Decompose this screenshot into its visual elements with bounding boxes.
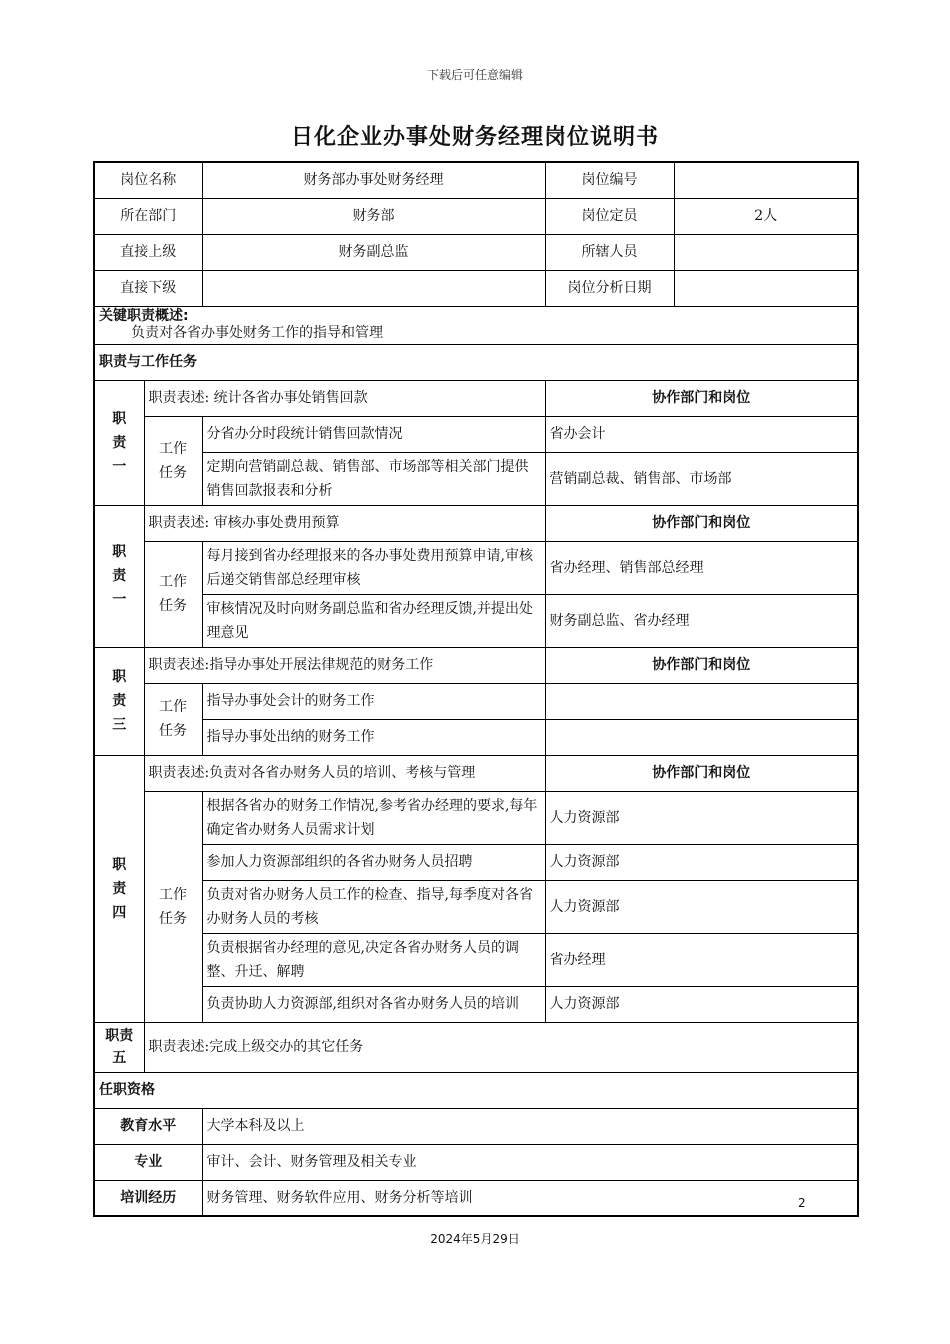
duty-1-description: 职责表述: 统计各省办事处销售回款 bbox=[144, 380, 545, 416]
summary-cell bbox=[94, 306, 858, 344]
analysis-date-value bbox=[674, 270, 858, 306]
superior-value: 财务副总监 bbox=[202, 234, 545, 270]
position-no-value bbox=[674, 162, 858, 198]
duty-1-task-2: 定期向营销副总裁、销售部、市场部等相关部门提供销售回款报表和分析 bbox=[202, 452, 545, 505]
duty-2-task-1-collab: 省办经理、销售部总经理 bbox=[545, 541, 858, 594]
duty-2-task-2-collab: 财务副总监、省办经理 bbox=[545, 594, 858, 647]
position-no-label: 岗位编号 bbox=[545, 162, 674, 198]
duty-3-task-2: 指导办事处出纳的财务工作 bbox=[202, 719, 545, 755]
headcount-value: 2人 bbox=[674, 198, 858, 234]
duty-3-task-label: 工作 任务 bbox=[144, 683, 202, 755]
summary-label: 关键职责概述: bbox=[99, 307, 189, 324]
duty-4-collab-header: 协作部门和岗位 bbox=[545, 755, 858, 791]
duty-2-task-1: 每月接到省办经理报来的各办事处费用预算申请,审核后递交销售部总经理审核 bbox=[202, 541, 545, 594]
duty-4-task-label: 工作 任务 bbox=[144, 791, 202, 1022]
duties-section-heading: 职责与工作任务 bbox=[94, 344, 858, 380]
duty-1-task-1: 分省办分时段统计销售回款情况 bbox=[202, 416, 545, 452]
duty-4-task-3: 负责对省办财务人员工作的检查、指导,每季度对各省办财务人员的考核 bbox=[202, 880, 545, 933]
duty-1-task-label: 工作 任务 bbox=[144, 416, 202, 505]
superior-label: 直接上级 bbox=[94, 234, 202, 270]
document-title: 日化企业办事处财务经理岗位说明书 bbox=[290, 125, 659, 150]
qualifications-heading: 任职资格 bbox=[94, 1072, 858, 1108]
duty-2-description: 职责表述: 审核办事处费用预算 bbox=[144, 505, 545, 541]
subordinates-count-label: 所辖人员 bbox=[545, 234, 674, 270]
duty-3-task-1: 指导办事处会计的财务工作 bbox=[202, 683, 545, 719]
training-value: 财务管理、财务软件应用、财务分析等培训 bbox=[202, 1180, 858, 1216]
major-label: 专业 bbox=[94, 1144, 202, 1180]
duty-2-task-2: 审核情况及时向财务副总监和省办经理反馈,并提出处理意见 bbox=[202, 594, 545, 647]
duty-2-label: 职 责 一 bbox=[94, 505, 144, 647]
duty-5-description: 职责表述:完成上级交办的其它任务 bbox=[144, 1022, 858, 1072]
duty-1-task-1-collab: 省办会计 bbox=[545, 416, 858, 452]
duty-4-description: 职责表述:负责对各省办财务人员的培训、考核与管理 bbox=[144, 755, 545, 791]
duty-4-task-2: 参加人力资源部组织的各省办财务人员招聘 bbox=[202, 844, 545, 880]
duty-5-label: 职责 五 bbox=[94, 1022, 144, 1072]
duty-1-collab-header: 协作部门和岗位 bbox=[545, 380, 858, 416]
position-name-value: 财务部办事处财务经理 bbox=[202, 162, 545, 198]
summary-text: 负责对各省办事处财务工作的指导和管理 bbox=[131, 324, 383, 341]
department-value: 财务部 bbox=[202, 198, 545, 234]
job-description-table bbox=[93, 161, 859, 1217]
duty-4-label: 职 责 四 bbox=[94, 755, 144, 1022]
position-name-label: 岗位名称 bbox=[94, 162, 202, 198]
department-label: 所在部门 bbox=[94, 198, 202, 234]
education-label: 教育水平 bbox=[94, 1108, 202, 1144]
analysis-date-label: 岗位分析日期 bbox=[545, 270, 674, 306]
duty-1-task-2-collab: 营销副总裁、销售部、市场部 bbox=[545, 452, 858, 505]
footer-date: 2024年5月29日 bbox=[430, 1232, 520, 1246]
duty-3-task-1-collab bbox=[545, 683, 858, 719]
duty-3-label: 职 责 三 bbox=[94, 647, 144, 755]
duty-4-task-5: 负责协助人力资源部,组织对各省办财务人员的培训 bbox=[202, 986, 545, 1022]
training-label: 培训经历 bbox=[94, 1180, 202, 1216]
duty-4-task-4-collab: 省办经理 bbox=[545, 933, 858, 986]
duty-4-task-1-collab: 人力资源部 bbox=[545, 791, 858, 844]
duty-2-collab-header: 协作部门和岗位 bbox=[545, 505, 858, 541]
duty-2-task-label: 工作 任务 bbox=[144, 541, 202, 647]
duty-1-label: 职 责 一 bbox=[94, 380, 144, 505]
subordinate-label: 直接下级 bbox=[94, 270, 202, 306]
duty-4-task-3-collab: 人力资源部 bbox=[545, 880, 858, 933]
duty-4-task-2-collab: 人力资源部 bbox=[545, 844, 858, 880]
duty-4-task-5-collab: 人力资源部 bbox=[545, 986, 858, 1022]
major-value: 审计、会计、财务管理及相关专业 bbox=[202, 1144, 858, 1180]
duty-4-task-4: 负责根据省办经理的意见,决定各省办财务人员的调整、升迁、解聘 bbox=[202, 933, 545, 986]
duty-4-task-1: 根据各省办的财务工作情况,参考省办经理的要求,每年确定省办财务人员需求计划 bbox=[202, 791, 545, 844]
duty-3-task-2-collab bbox=[545, 719, 858, 755]
duty-3-collab-header: 协作部门和岗位 bbox=[545, 647, 858, 683]
headcount-label: 岗位定员 bbox=[545, 198, 674, 234]
subordinate-value bbox=[202, 270, 545, 306]
subordinates-count-value bbox=[674, 234, 858, 270]
page-number: 2 bbox=[798, 1196, 806, 1210]
header-note: 下载后可任意编辑 bbox=[426, 68, 523, 82]
education-value: 大学本科及以上 bbox=[202, 1108, 858, 1144]
duty-3-description: 职责表述:指导办事处开展法律规范的财务工作 bbox=[144, 647, 545, 683]
